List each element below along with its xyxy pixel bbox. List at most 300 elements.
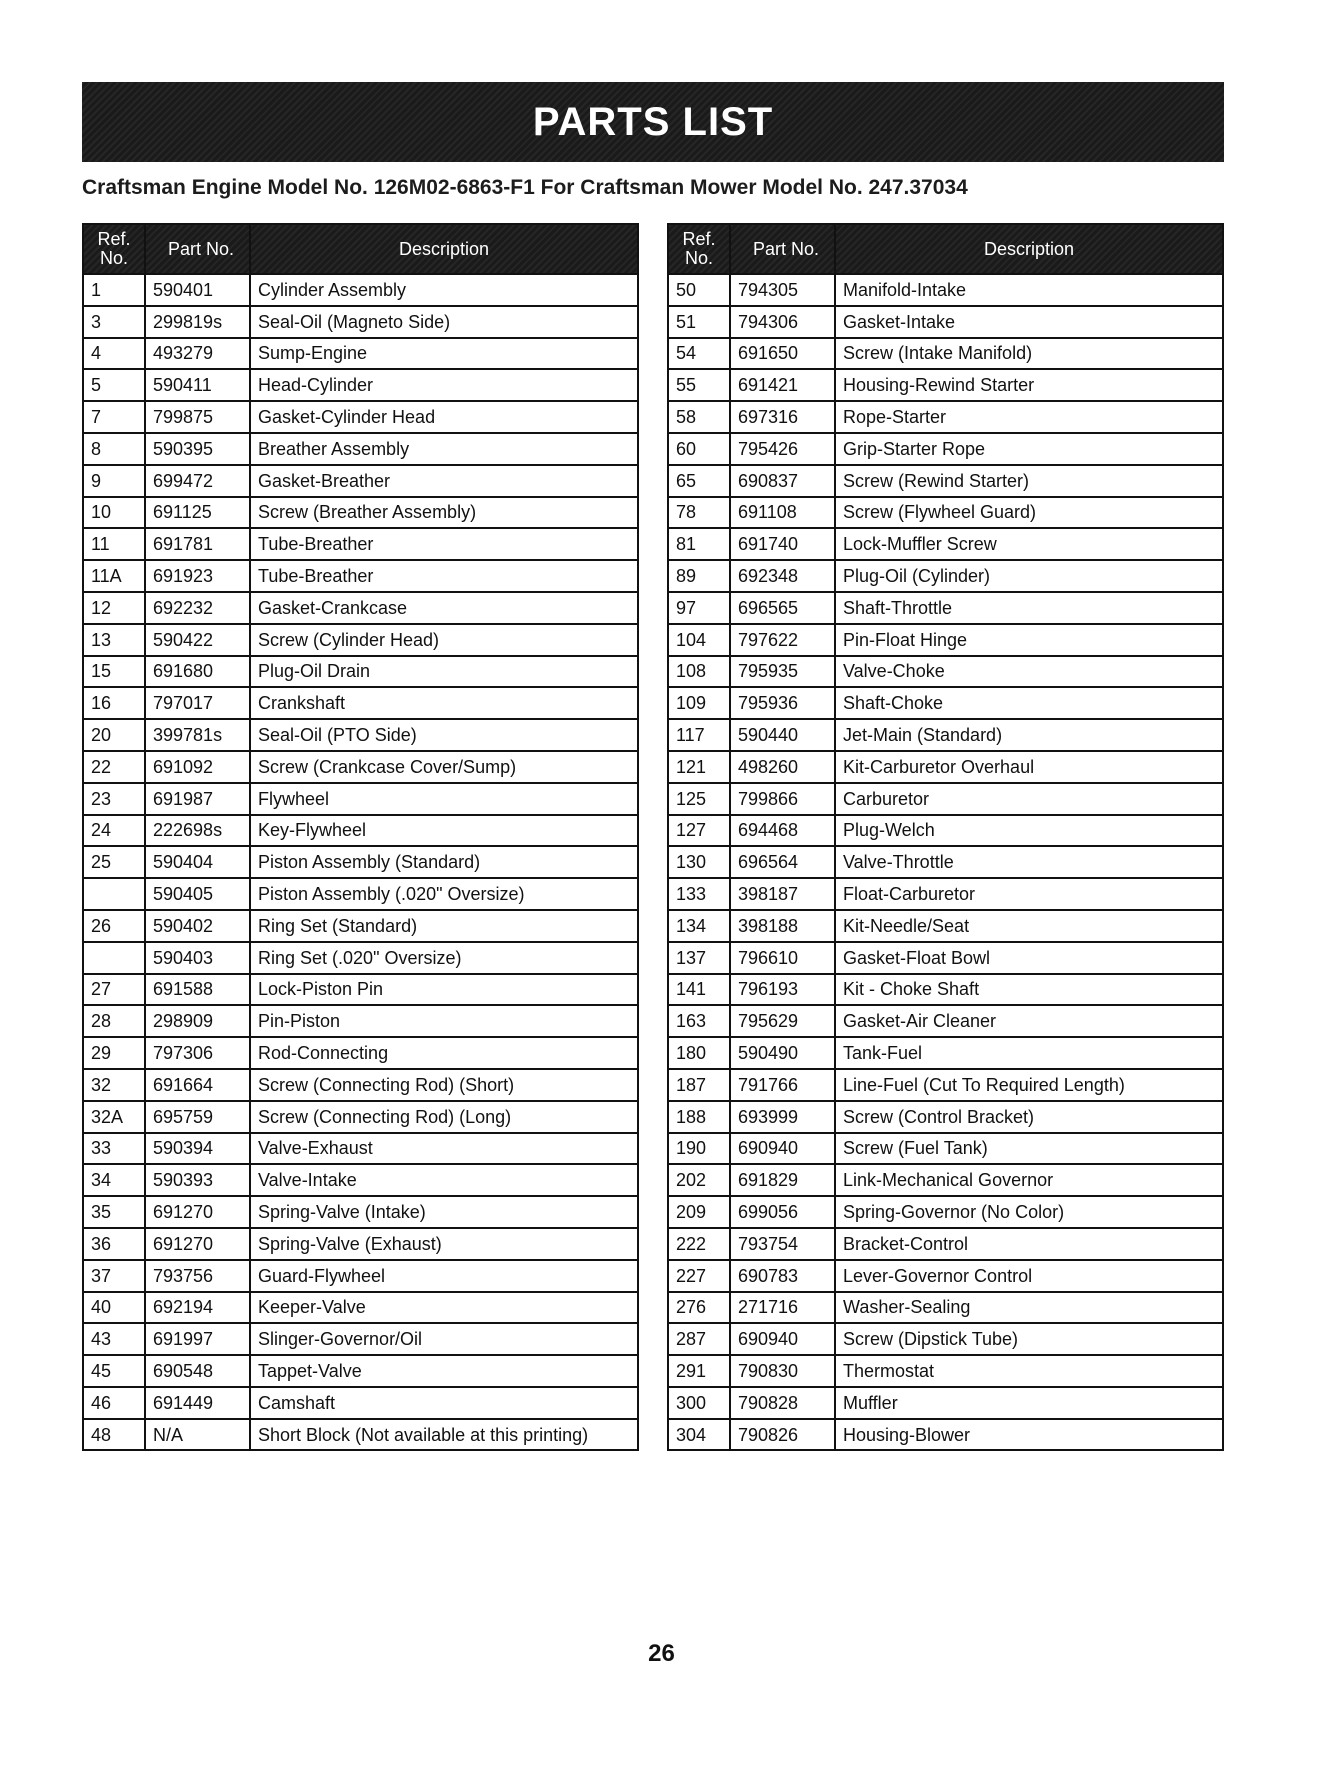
table-row: [83, 1069, 638, 1101]
ref-no-cell: 97: [668, 592, 730, 624]
description-cell: Screw (Cylinder Head): [250, 624, 638, 656]
part-no-cell: 692232: [145, 592, 250, 624]
table-row: [83, 528, 638, 560]
part-no-cell: 691650: [730, 338, 835, 370]
table-row: [668, 560, 1223, 592]
description-cell: Pin-Piston: [250, 1005, 638, 1037]
ref-no-cell: 9: [83, 465, 145, 497]
part-no-cell: 691449: [145, 1387, 250, 1419]
part-no-cell: 691125: [145, 497, 250, 529]
part-no-cell: 590402: [145, 910, 250, 942]
part-no-cell: 590394: [145, 1133, 250, 1165]
ref-no-cell: 32: [83, 1069, 145, 1101]
part-no-cell: 797306: [145, 1037, 250, 1069]
ref-no-cell: 202: [668, 1164, 730, 1196]
table-row: [668, 528, 1223, 560]
part-no-cell: 690940: [730, 1323, 835, 1355]
description-cell: Carburetor: [835, 783, 1223, 815]
header-description: Description: [250, 224, 638, 274]
part-no-cell: 399781s: [145, 719, 250, 751]
part-no-cell: 271716: [730, 1292, 835, 1324]
ref-no-cell: 108: [668, 656, 730, 688]
part-no-cell: 690783: [730, 1260, 835, 1292]
ref-no-cell: 48: [83, 1419, 145, 1451]
description-cell: Manifold-Intake: [835, 274, 1223, 306]
table-row: [83, 1292, 638, 1324]
description-cell: Plug-Oil (Cylinder): [835, 560, 1223, 592]
description-cell: Short Block (Not available at this printing): [250, 1419, 638, 1451]
ref-no-cell: 23: [83, 783, 145, 815]
table-row: [83, 1419, 638, 1451]
ref-no-cell: 29: [83, 1037, 145, 1069]
table-row: [668, 687, 1223, 719]
part-no-cell: 790826: [730, 1419, 835, 1451]
part-no-cell: 691270: [145, 1228, 250, 1260]
description-cell: Key-Flywheel: [250, 815, 638, 847]
part-no-cell: 693999: [730, 1101, 835, 1133]
table-row: [83, 1323, 638, 1355]
table-row: [83, 656, 638, 688]
part-no-cell: 794306: [730, 306, 835, 338]
parts-table-right-body: [668, 274, 1223, 1450]
ref-no-cell: 81: [668, 528, 730, 560]
ref-no-cell: 187: [668, 1069, 730, 1101]
table-row: [83, 783, 638, 815]
description-cell: Plug-Welch: [835, 815, 1223, 847]
header-description: Description: [835, 224, 1223, 274]
table-row: [668, 401, 1223, 433]
ref-no-cell: 16: [83, 687, 145, 719]
description-cell: Crankshaft: [250, 687, 638, 719]
part-no-cell: 590440: [730, 719, 835, 751]
table-row: [83, 878, 638, 910]
table-row: [83, 1260, 638, 1292]
description-cell: Rope-Starter: [835, 401, 1223, 433]
table-row: [668, 1228, 1223, 1260]
table-row: [83, 751, 638, 783]
part-no-cell: 797017: [145, 687, 250, 719]
ref-no-cell: 7: [83, 401, 145, 433]
part-no-cell: 697316: [730, 401, 835, 433]
table-row: [83, 560, 638, 592]
table-row: [83, 1228, 638, 1260]
ref-no-cell: 163: [668, 1005, 730, 1037]
parts-table-left: [82, 223, 639, 1451]
description-cell: Screw (Fuel Tank): [835, 1133, 1223, 1165]
part-no-cell: 795936: [730, 687, 835, 719]
table-row: [83, 1164, 638, 1196]
description-cell: Camshaft: [250, 1387, 638, 1419]
table-row: [83, 433, 638, 465]
parts-table-left-body: [83, 274, 638, 1450]
description-cell: Gasket-Air Cleaner: [835, 1005, 1223, 1037]
part-no-cell: 690548: [145, 1355, 250, 1387]
ref-no-cell: 25: [83, 846, 145, 878]
part-no-cell: 793756: [145, 1260, 250, 1292]
table-row: [668, 1133, 1223, 1165]
ref-no-cell: 60: [668, 433, 730, 465]
description-cell: Kit-Needle/Seat: [835, 910, 1223, 942]
description-cell: Tank-Fuel: [835, 1037, 1223, 1069]
table-row: [668, 1005, 1223, 1037]
description-cell: Screw (Dipstick Tube): [835, 1323, 1223, 1355]
description-cell: Kit-Carburetor Overhaul: [835, 751, 1223, 783]
part-no-cell: 691108: [730, 497, 835, 529]
table-row: [668, 1419, 1223, 1451]
table-row: [83, 719, 638, 751]
table-row: [668, 1260, 1223, 1292]
part-no-cell: 795629: [730, 1005, 835, 1037]
ref-no-cell: 36: [83, 1228, 145, 1260]
part-no-cell: 795935: [730, 656, 835, 688]
table-row: [668, 369, 1223, 401]
ref-no-cell: 11A: [83, 560, 145, 592]
table-row: [83, 942, 638, 974]
description-cell: Seal-Oil (Magneto Side): [250, 306, 638, 338]
ref-no-cell: 276: [668, 1292, 730, 1324]
ref-no-cell: 188: [668, 1101, 730, 1133]
table-row: [668, 974, 1223, 1006]
description-cell: Tube-Breather: [250, 560, 638, 592]
ref-no-cell: 50: [668, 274, 730, 306]
table-row: [668, 1196, 1223, 1228]
part-no-cell: 695759: [145, 1101, 250, 1133]
ref-no-cell: 125: [668, 783, 730, 815]
table-row: [83, 624, 638, 656]
ref-no-cell: 40: [83, 1292, 145, 1324]
table-row: [668, 1323, 1223, 1355]
description-cell: Kit - Choke Shaft: [835, 974, 1223, 1006]
part-no-cell: 791766: [730, 1069, 835, 1101]
description-cell: Piston Assembly (.020" Oversize): [250, 878, 638, 910]
description-cell: Gasket-Breather: [250, 465, 638, 497]
description-cell: Tube-Breather: [250, 528, 638, 560]
ref-no-cell: 43: [83, 1323, 145, 1355]
table-row: [668, 1355, 1223, 1387]
ref-no-cell: 134: [668, 910, 730, 942]
ref-no-cell: 46: [83, 1387, 145, 1419]
ref-no-cell: 190: [668, 1133, 730, 1165]
description-cell: Keeper-Valve: [250, 1292, 638, 1324]
ref-no-cell: 8: [83, 433, 145, 465]
part-no-cell: 799866: [730, 783, 835, 815]
table-row: [83, 465, 638, 497]
part-no-cell: 691740: [730, 528, 835, 560]
table-row: [83, 1005, 638, 1037]
table-row: [83, 592, 638, 624]
ref-no-cell: 304: [668, 1419, 730, 1451]
description-cell: Spring-Governor (No Color): [835, 1196, 1223, 1228]
ref-no-cell: 58: [668, 401, 730, 433]
part-no-cell: 590395: [145, 433, 250, 465]
table-row: [83, 1101, 638, 1133]
ref-no-cell: 141: [668, 974, 730, 1006]
part-no-cell: 691092: [145, 751, 250, 783]
part-no-cell: N/A: [145, 1419, 250, 1451]
ref-no-cell: 13: [83, 624, 145, 656]
part-no-cell: 796193: [730, 974, 835, 1006]
description-cell: Bracket-Control: [835, 1228, 1223, 1260]
ref-no-cell: 20: [83, 719, 145, 751]
part-no-cell: 797622: [730, 624, 835, 656]
table-row: [668, 751, 1223, 783]
part-no-cell: 696564: [730, 846, 835, 878]
parts-table-right: [667, 223, 1224, 1451]
part-no-cell: 590401: [145, 274, 250, 306]
part-no-cell: 691680: [145, 656, 250, 688]
description-cell: Shaft-Choke: [835, 687, 1223, 719]
ref-no-cell: 54: [668, 338, 730, 370]
table-row: [83, 1355, 638, 1387]
part-no-cell: 691923: [145, 560, 250, 592]
table-row: [83, 815, 638, 847]
part-no-cell: 692194: [145, 1292, 250, 1324]
part-no-cell: 691421: [730, 369, 835, 401]
description-cell: Lock-Muffler Screw: [835, 528, 1223, 560]
ref-no-cell: 227: [668, 1260, 730, 1292]
part-no-cell: 590404: [145, 846, 250, 878]
ref-no-cell: 104: [668, 624, 730, 656]
part-no-cell: 690940: [730, 1133, 835, 1165]
part-no-cell: 398188: [730, 910, 835, 942]
ref-no-cell: 34: [83, 1164, 145, 1196]
part-no-cell: 691664: [145, 1069, 250, 1101]
part-no-cell: 694468: [730, 815, 835, 847]
table-row: [83, 1037, 638, 1069]
ref-no-cell: 137: [668, 942, 730, 974]
description-cell: Valve-Choke: [835, 656, 1223, 688]
description-cell: Gasket-Float Bowl: [835, 942, 1223, 974]
description-cell: Breather Assembly: [250, 433, 638, 465]
description-cell: Slinger-Governor/Oil: [250, 1323, 638, 1355]
ref-no-cell: 22: [83, 751, 145, 783]
description-cell: Lever-Governor Control: [835, 1260, 1223, 1292]
part-no-cell: 799875: [145, 401, 250, 433]
table-row: [668, 497, 1223, 529]
ref-no-cell: 55: [668, 369, 730, 401]
ref-no-cell: 12: [83, 592, 145, 624]
table-row: [668, 1037, 1223, 1069]
ref-no-cell: 109: [668, 687, 730, 719]
description-cell: Plug-Oil Drain: [250, 656, 638, 688]
part-no-cell: 590490: [730, 1037, 835, 1069]
part-no-cell: 690837: [730, 465, 835, 497]
description-cell: Ring Set (.020" Oversize): [250, 942, 638, 974]
description-cell: Spring-Valve (Intake): [250, 1196, 638, 1228]
table-row: [668, 592, 1223, 624]
description-cell: Shaft-Throttle: [835, 592, 1223, 624]
table-row: [668, 942, 1223, 974]
header-ref-no: Ref. No.: [668, 224, 730, 274]
description-cell: Seal-Oil (PTO Side): [250, 719, 638, 751]
table-row: [83, 1133, 638, 1165]
table-row: [668, 878, 1223, 910]
description-cell: Tappet-Valve: [250, 1355, 638, 1387]
ref-no-cell: 24: [83, 815, 145, 847]
ref-no-cell: 127: [668, 815, 730, 847]
part-no-cell: 691829: [730, 1164, 835, 1196]
ref-no-cell: 65: [668, 465, 730, 497]
description-cell: Valve-Throttle: [835, 846, 1223, 878]
table-row: [668, 1164, 1223, 1196]
description-cell: Guard-Flywheel: [250, 1260, 638, 1292]
description-cell: Screw (Flywheel Guard): [835, 497, 1223, 529]
ref-no-cell: 15: [83, 656, 145, 688]
description-cell: Flywheel: [250, 783, 638, 815]
part-no-cell: 795426: [730, 433, 835, 465]
ref-no-cell: 4: [83, 338, 145, 370]
part-no-cell: 222698s: [145, 815, 250, 847]
description-cell: Lock-Piston Pin: [250, 974, 638, 1006]
ref-no-cell: 78: [668, 497, 730, 529]
part-no-cell: 790828: [730, 1387, 835, 1419]
part-no-cell: 691781: [145, 528, 250, 560]
description-cell: Screw (Rewind Starter): [835, 465, 1223, 497]
table-row: [83, 846, 638, 878]
header-part-no: Part No.: [145, 224, 250, 274]
description-cell: Ring Set (Standard): [250, 910, 638, 942]
description-cell: Washer-Sealing: [835, 1292, 1223, 1324]
model-subtitle: Craftsman Engine Model No. 126M02-6863-F1 For Craftsman Mower Model No. 247.37034: [82, 176, 968, 199]
part-no-cell: 590411: [145, 369, 250, 401]
description-cell: Muffler: [835, 1387, 1223, 1419]
part-no-cell: 793754: [730, 1228, 835, 1260]
table-row: [83, 974, 638, 1006]
part-no-cell: 692348: [730, 560, 835, 592]
table-row: [668, 465, 1223, 497]
part-no-cell: 590422: [145, 624, 250, 656]
description-cell: Thermostat: [835, 1355, 1223, 1387]
table-row: [668, 1387, 1223, 1419]
ref-no-cell: 291: [668, 1355, 730, 1387]
header-ref-no: Ref. No.: [83, 224, 145, 274]
description-cell: Housing-Blower: [835, 1419, 1223, 1451]
part-no-cell: 691997: [145, 1323, 250, 1355]
table-row: [668, 719, 1223, 751]
ref-no-cell: [83, 878, 145, 910]
part-no-cell: 590405: [145, 878, 250, 910]
table-row: [83, 910, 638, 942]
part-no-cell: 493279: [145, 338, 250, 370]
part-no-cell: 699056: [730, 1196, 835, 1228]
ref-no-cell: 26: [83, 910, 145, 942]
parts-list-banner: [82, 82, 1224, 162]
ref-no-cell: 117: [668, 719, 730, 751]
description-cell: Valve-Exhaust: [250, 1133, 638, 1165]
description-cell: Screw (Breather Assembly): [250, 497, 638, 529]
ref-no-cell: 33: [83, 1133, 145, 1165]
table-row: [83, 1387, 638, 1419]
part-no-cell: 790830: [730, 1355, 835, 1387]
part-no-cell: 796610: [730, 942, 835, 974]
description-cell: Gasket-Crankcase: [250, 592, 638, 624]
description-cell: Valve-Intake: [250, 1164, 638, 1196]
table-row: [83, 369, 638, 401]
header-part-no: Part No.: [730, 224, 835, 274]
table-row: [668, 815, 1223, 847]
table-row: [668, 910, 1223, 942]
description-cell: Float-Carburetor: [835, 878, 1223, 910]
description-cell: Pin-Float Hinge: [835, 624, 1223, 656]
table-row: [668, 306, 1223, 338]
ref-no-cell: 27: [83, 974, 145, 1006]
ref-no-cell: 28: [83, 1005, 145, 1037]
ref-no-cell: 51: [668, 306, 730, 338]
description-cell: Grip-Starter Rope: [835, 433, 1223, 465]
description-cell: Line-Fuel (Cut To Required Length): [835, 1069, 1223, 1101]
ref-no-cell: 45: [83, 1355, 145, 1387]
table-row: [83, 338, 638, 370]
ref-no-cell: 3: [83, 306, 145, 338]
table-row: [668, 846, 1223, 878]
part-no-cell: 699472: [145, 465, 250, 497]
table-row: [668, 1069, 1223, 1101]
part-no-cell: 590403: [145, 942, 250, 974]
ref-no-cell: 89: [668, 560, 730, 592]
ref-no-cell: 11: [83, 528, 145, 560]
description-cell: Jet-Main (Standard): [835, 719, 1223, 751]
ref-no-cell: 10: [83, 497, 145, 529]
ref-no-cell: [83, 942, 145, 974]
description-cell: Screw (Crankcase Cover/Sump): [250, 751, 638, 783]
description-cell: Screw (Intake Manifold): [835, 338, 1223, 370]
part-no-cell: 590393: [145, 1164, 250, 1196]
part-no-cell: 696565: [730, 592, 835, 624]
table-row: [83, 1196, 638, 1228]
table-row: [83, 306, 638, 338]
ref-no-cell: 133: [668, 878, 730, 910]
ref-no-cell: 5: [83, 369, 145, 401]
description-cell: Link-Mechanical Governor: [835, 1164, 1223, 1196]
page-title: PARTS LIST: [532, 99, 774, 144]
ref-no-cell: 209: [668, 1196, 730, 1228]
description-cell: Spring-Valve (Exhaust): [250, 1228, 638, 1260]
description-cell: Screw (Connecting Rod) (Short): [250, 1069, 638, 1101]
part-no-cell: 794305: [730, 274, 835, 306]
ref-no-cell: 1: [83, 274, 145, 306]
table-row: [668, 1101, 1223, 1133]
part-no-cell: 298909: [145, 1005, 250, 1037]
part-no-cell: 691270: [145, 1196, 250, 1228]
ref-no-cell: 222: [668, 1228, 730, 1260]
table-header-row: [83, 224, 638, 274]
table-row: [83, 687, 638, 719]
description-cell: Sump-Engine: [250, 338, 638, 370]
table-row: [668, 433, 1223, 465]
ref-no-cell: 37: [83, 1260, 145, 1292]
page-number: 26: [648, 1640, 675, 1667]
part-no-cell: 299819s: [145, 306, 250, 338]
description-cell: Cylinder Assembly: [250, 274, 638, 306]
part-no-cell: 691987: [145, 783, 250, 815]
description-cell: Rod-Connecting: [250, 1037, 638, 1069]
table-row: [83, 274, 638, 306]
ref-no-cell: 32A: [83, 1101, 145, 1133]
ref-no-cell: 287: [668, 1323, 730, 1355]
ref-no-cell: 35: [83, 1196, 145, 1228]
table-row: [668, 274, 1223, 306]
description-cell: Gasket-Cylinder Head: [250, 401, 638, 433]
ref-no-cell: 300: [668, 1387, 730, 1419]
description-cell: Gasket-Intake: [835, 306, 1223, 338]
table-row: [668, 1292, 1223, 1324]
description-cell: Screw (Control Bracket): [835, 1101, 1223, 1133]
ref-no-cell: 130: [668, 846, 730, 878]
part-no-cell: 691588: [145, 974, 250, 1006]
description-cell: Housing-Rewind Starter: [835, 369, 1223, 401]
table-header-row: [668, 224, 1223, 274]
description-cell: Piston Assembly (Standard): [250, 846, 638, 878]
